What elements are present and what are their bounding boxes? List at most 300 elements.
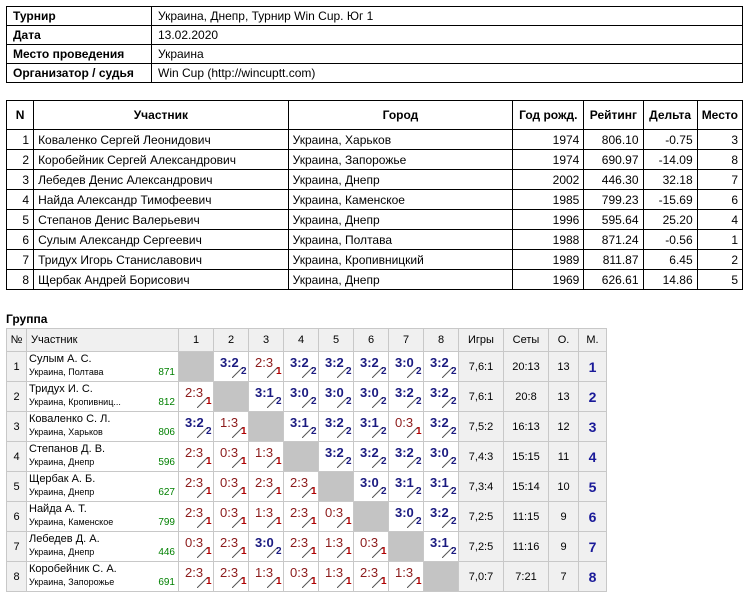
match-score: 2:3 (360, 565, 379, 580)
group-result-cell[interactable] (214, 412, 249, 442)
group-sets: 11:16 (504, 532, 549, 562)
group-player-name: Тридух И. С. (29, 383, 93, 395)
group-result-cell[interactable] (179, 442, 214, 472)
group-result-cell[interactable] (284, 382, 319, 412)
group-games: 7,6:1 (459, 382, 504, 412)
participant-rating: 806.10 (584, 130, 643, 150)
participant-rating: 690.97 (584, 150, 643, 170)
participant-row (7, 250, 743, 270)
group-player-cell (27, 532, 179, 562)
group-result-cell[interactable] (214, 532, 249, 562)
group-col-opponent: 2 (214, 329, 249, 352)
group-player-city: Украина, Днепр (29, 457, 95, 467)
group-result-cell[interactable] (249, 562, 284, 592)
match-score: 3:0 (395, 355, 414, 370)
group-player-city: Украина, Днепр (29, 547, 95, 557)
match-points: 2 (346, 396, 352, 407)
participant-name: Лебедев Денис Александрович (34, 170, 289, 190)
group-row-number: 8 (7, 562, 27, 592)
group-result-cell[interactable] (354, 442, 389, 472)
group-row-number: 3 (7, 412, 27, 442)
participant-place: 7 (697, 170, 742, 190)
group-result-cell[interactable] (214, 472, 249, 502)
group-points: 10 (549, 472, 579, 502)
group-player-rating: 799 (158, 517, 175, 528)
participant-city: Украина, Днепр (288, 170, 513, 190)
group-result-cell[interactable] (319, 562, 354, 592)
group-col-opponent: 3 (249, 329, 284, 352)
participant-delta: -0.56 (643, 230, 697, 250)
group-result-cell[interactable] (179, 412, 214, 442)
participant-place: 5 (697, 270, 742, 290)
tournament-info-table (6, 6, 743, 83)
match-points: 2 (416, 486, 422, 497)
participant-birth-year: 1985 (513, 190, 584, 210)
info-value: Украина (152, 45, 743, 64)
match-points: 2 (416, 456, 422, 467)
match-score: 3:0 (325, 385, 344, 400)
participant-rating: 799.23 (584, 190, 643, 210)
match-points: 2 (381, 456, 387, 467)
participant-birth-year: 1969 (513, 270, 584, 290)
col-header-delta: Дельта (643, 101, 697, 130)
group-sets: 20:13 (504, 352, 549, 382)
participant-place: 2 (697, 250, 742, 270)
group-games: 7,6:1 (459, 352, 504, 382)
participant-delta: -14.09 (643, 150, 697, 170)
group-player-city: Украина, Харьков (29, 427, 103, 437)
match-score: 2:3 (220, 535, 239, 550)
match-score: 3:2 (360, 355, 379, 370)
group-result-cell[interactable] (214, 562, 249, 592)
group-result-cell[interactable] (284, 412, 319, 442)
participant-row (7, 190, 743, 210)
match-score: 3:2 (185, 415, 204, 430)
group-row (7, 382, 607, 412)
group-place: 3 (579, 412, 607, 442)
match-score: 2:3 (220, 565, 239, 580)
info-value: 13.02.2020 (152, 26, 743, 45)
match-points: 1 (276, 486, 282, 497)
participant-city: Украина, Запорожье (288, 150, 513, 170)
match-score: 3:2 (325, 415, 344, 430)
match-points: 1 (416, 426, 422, 437)
match-points: 1 (241, 516, 247, 527)
group-player-cell (27, 472, 179, 502)
match-points: 1 (206, 486, 212, 497)
match-points: 1 (311, 516, 317, 527)
participant-delta: -0.75 (643, 130, 697, 150)
info-row (7, 7, 743, 26)
match-points: 1 (241, 576, 247, 587)
group-result-cell[interactable] (424, 532, 459, 562)
group-points: 9 (549, 502, 579, 532)
group-result-cell[interactable] (424, 472, 459, 502)
match-points: 1 (416, 576, 422, 587)
info-label: Дата (7, 26, 152, 45)
group-row (7, 352, 607, 382)
participant-city: Украина, Полтава (288, 230, 513, 250)
match-points: 2 (346, 366, 352, 377)
match-points: 2 (311, 426, 317, 437)
group-result-cell[interactable] (424, 382, 459, 412)
match-score: 0:3 (360, 535, 379, 550)
participant-city: Украина, Днепр (288, 270, 513, 290)
group-result-cell[interactable] (319, 412, 354, 442)
participant-birth-year: 1974 (513, 150, 584, 170)
group-result-cell[interactable] (249, 352, 284, 382)
group-result-cell[interactable] (249, 502, 284, 532)
group-result-cell[interactable] (214, 352, 249, 382)
group-col-opponent: 6 (354, 329, 389, 352)
participant-place: 4 (697, 210, 742, 230)
match-points: 2 (346, 426, 352, 437)
match-points: 2 (311, 396, 317, 407)
match-score: 2:3 (185, 565, 204, 580)
match-points: 1 (206, 576, 212, 587)
group-diagonal-cell (424, 562, 459, 592)
info-row (7, 64, 743, 83)
group-title: Группа (6, 312, 48, 326)
group-player-city: Украина, Запорожье (29, 577, 115, 587)
participant-place: 8 (697, 150, 742, 170)
match-score: 3:2 (430, 415, 449, 430)
group-result-cell[interactable] (389, 442, 424, 472)
participant-name: Тридух Игорь Станиславович (34, 250, 289, 270)
group-result-cell[interactable] (179, 502, 214, 532)
match-points: 2 (381, 366, 387, 377)
participant-city: Украина, Днепр (288, 210, 513, 230)
group-games: 7,5:2 (459, 412, 504, 442)
group-result-cell[interactable] (389, 412, 424, 442)
group-player-name: Лебедев Д. А. (29, 533, 100, 545)
group-result-cell[interactable] (179, 562, 214, 592)
group-diagonal-cell (389, 532, 424, 562)
group-player-cell (27, 382, 179, 412)
group-games: 7,2:5 (459, 502, 504, 532)
group-result-cell[interactable] (249, 532, 284, 562)
match-points: 1 (276, 516, 282, 527)
group-result-cell[interactable] (214, 442, 249, 472)
group-player-rating: 596 (158, 457, 175, 468)
group-player-cell (27, 562, 179, 592)
participant-rating: 626.61 (584, 270, 643, 290)
group-result-cell[interactable] (354, 382, 389, 412)
participant-number: 3 (7, 170, 34, 190)
participants-header-row (7, 101, 743, 130)
group-player-rating: 871 (158, 367, 175, 378)
group-result-cell[interactable] (424, 442, 459, 472)
group-result-cell[interactable] (249, 442, 284, 472)
group-result-cell[interactable] (424, 412, 459, 442)
match-score: 3:1 (360, 415, 379, 430)
match-score: 3:2 (430, 385, 449, 400)
match-score: 3:1 (430, 475, 449, 490)
match-score: 3:0 (255, 535, 274, 550)
match-points: 1 (206, 516, 212, 527)
group-result-cell[interactable] (284, 502, 319, 532)
info-label: Организатор / судья (7, 64, 152, 83)
match-score: 1:3 (325, 565, 344, 580)
group-result-cell[interactable] (319, 352, 354, 382)
match-points: 1 (311, 486, 317, 497)
group-place: 4 (579, 442, 607, 472)
group-place: 2 (579, 382, 607, 412)
group-place: 7 (579, 532, 607, 562)
group-row-number: 4 (7, 442, 27, 472)
group-diagonal-cell (354, 502, 389, 532)
group-col-opponent: 5 (319, 329, 354, 352)
match-score: 2:3 (255, 355, 274, 370)
group-col-opponent: 4 (284, 329, 319, 352)
col-header-city: Город (288, 101, 513, 130)
group-col-place: М. (579, 329, 607, 352)
match-points: 2 (381, 396, 387, 407)
match-points: 1 (311, 546, 317, 557)
group-player-name: Сулым А. С. (29, 353, 92, 365)
match-points: 2 (276, 546, 282, 557)
group-place: 5 (579, 472, 607, 502)
participant-birth-year: 1989 (513, 250, 584, 270)
group-sets: 15:15 (504, 442, 549, 472)
match-points: 1 (241, 456, 247, 467)
participant-rating: 446.30 (584, 170, 643, 190)
group-player-city: Украина, Полтава (29, 367, 104, 377)
match-points: 1 (241, 486, 247, 497)
group-player-name: Коробейник С. А. (29, 563, 117, 575)
match-points: 2 (276, 396, 282, 407)
group-result-cell[interactable] (424, 502, 459, 532)
match-points: 2 (451, 396, 457, 407)
participant-delta: 6.45 (643, 250, 697, 270)
group-player-name: Щербак А. Б. (29, 473, 96, 485)
match-score: 0:3 (185, 535, 204, 550)
participants-table (6, 100, 743, 290)
match-score: 3:1 (430, 535, 449, 550)
group-results-table (6, 328, 607, 592)
match-score: 0:3 (220, 505, 239, 520)
match-points: 2 (346, 456, 352, 467)
group-games: 7,0:7 (459, 562, 504, 592)
group-col-games: Игры (459, 329, 504, 352)
group-place: 1 (579, 352, 607, 382)
participant-delta: 32.18 (643, 170, 697, 190)
match-points: 1 (241, 546, 247, 557)
participant-place: 3 (697, 130, 742, 150)
group-result-cell[interactable] (249, 382, 284, 412)
match-score: 0:3 (220, 475, 239, 490)
group-sets: 15:14 (504, 472, 549, 502)
group-result-cell[interactable] (179, 382, 214, 412)
participant-city: Украина, Каменское (288, 190, 513, 210)
col-header-participant: Участник (34, 101, 289, 130)
group-result-cell[interactable] (389, 352, 424, 382)
group-place: 8 (579, 562, 607, 592)
group-diagonal-cell (214, 382, 249, 412)
group-games: 7,2:5 (459, 532, 504, 562)
group-result-cell[interactable] (249, 472, 284, 502)
match-points: 2 (451, 366, 457, 377)
group-result-cell[interactable] (389, 562, 424, 592)
match-points: 2 (451, 426, 457, 437)
match-score: 3:2 (325, 355, 344, 370)
info-row (7, 26, 743, 45)
group-player-rating: 446 (158, 547, 175, 558)
group-result-cell[interactable] (354, 532, 389, 562)
group-player-cell (27, 412, 179, 442)
match-points: 1 (346, 546, 352, 557)
participant-name: Сулым Александр Сергеевич (34, 230, 289, 250)
match-points: 2 (416, 366, 422, 377)
match-points: 1 (381, 546, 387, 557)
participant-rating: 871.24 (584, 230, 643, 250)
match-points: 2 (416, 396, 422, 407)
match-score: 1:3 (325, 535, 344, 550)
group-player-cell (27, 442, 179, 472)
group-row-number: 5 (7, 472, 27, 502)
match-score: 3:2 (220, 355, 239, 370)
group-player-rating: 812 (158, 397, 175, 408)
group-sets: 20:8 (504, 382, 549, 412)
group-row-number: 2 (7, 382, 27, 412)
match-points: 2 (451, 456, 457, 467)
participant-row (7, 130, 743, 150)
match-score: 2:3 (290, 535, 309, 550)
participant-name: Найда Александр Тимофеевич (34, 190, 289, 210)
group-points: 12 (549, 412, 579, 442)
col-header-rating: Рейтинг (584, 101, 643, 130)
col-header-birth-year: Год рожд. (513, 101, 584, 130)
info-label: Турнир (7, 7, 152, 26)
group-result-cell[interactable] (284, 472, 319, 502)
group-points: 11 (549, 442, 579, 472)
group-sets: 16:13 (504, 412, 549, 442)
match-score: 2:3 (185, 475, 204, 490)
match-score: 2:3 (185, 445, 204, 460)
match-score: 3:0 (360, 475, 379, 490)
match-points: 2 (311, 366, 317, 377)
group-player-rating: 806 (158, 427, 175, 438)
group-diagonal-cell (319, 472, 354, 502)
group-row-number: 1 (7, 352, 27, 382)
group-sets: 11:15 (504, 502, 549, 532)
group-result-cell[interactable] (284, 532, 319, 562)
match-score: 1:3 (395, 565, 414, 580)
match-points: 2 (416, 516, 422, 527)
group-result-cell[interactable] (424, 352, 459, 382)
info-label: Место проведения (7, 45, 152, 64)
match-score: 3:1 (255, 385, 274, 400)
col-header-n: N (7, 101, 34, 130)
match-score: 3:1 (395, 475, 414, 490)
participant-row (7, 230, 743, 250)
group-diagonal-cell (284, 442, 319, 472)
group-result-cell[interactable] (319, 382, 354, 412)
group-result-cell[interactable] (354, 412, 389, 442)
group-result-cell[interactable] (284, 352, 319, 382)
group-games: 7,4:3 (459, 442, 504, 472)
group-result-cell[interactable] (354, 562, 389, 592)
group-player-rating: 627 (158, 487, 175, 498)
group-header-row (7, 329, 607, 352)
participant-birth-year: 1988 (513, 230, 584, 250)
group-result-cell[interactable] (319, 442, 354, 472)
group-result-cell[interactable] (319, 532, 354, 562)
match-points: 2 (451, 486, 457, 497)
match-points: 2 (451, 516, 457, 527)
group-sets: 7:21 (504, 562, 549, 592)
participant-delta: 14.86 (643, 270, 697, 290)
group-row (7, 562, 607, 592)
group-player-city: Украина, Днепр (29, 487, 95, 497)
group-result-cell[interactable] (354, 472, 389, 502)
group-player-city: Украина, Кропивниц... (29, 397, 121, 407)
group-player-cell (27, 352, 179, 382)
participant-name: Степанов Денис Валерьевич (34, 210, 289, 230)
group-games: 7,3:4 (459, 472, 504, 502)
group-result-cell[interactable] (214, 502, 249, 532)
group-points: 13 (549, 352, 579, 382)
match-score: 1:3 (220, 415, 239, 430)
match-score: 1:3 (255, 445, 274, 460)
group-result-cell[interactable] (284, 562, 319, 592)
group-result-cell[interactable] (389, 382, 424, 412)
match-score: 2:3 (290, 475, 309, 490)
match-score: 3:0 (395, 505, 414, 520)
group-result-cell[interactable] (179, 472, 214, 502)
group-result-cell[interactable] (179, 532, 214, 562)
match-points: 1 (206, 396, 212, 407)
participant-city: Украина, Харьков (288, 130, 513, 150)
group-points: 13 (549, 382, 579, 412)
participant-name: Коробейник Сергей Александрович (34, 150, 289, 170)
group-result-cell[interactable] (389, 472, 424, 502)
group-result-cell[interactable] (319, 502, 354, 532)
group-result-cell[interactable] (389, 502, 424, 532)
group-col-n: № (7, 329, 27, 352)
group-player-name: Коваленко С. Л. (29, 413, 111, 425)
match-points: 1 (276, 576, 282, 587)
group-place: 6 (579, 502, 607, 532)
match-score: 3:2 (360, 445, 379, 460)
match-score: 0:3 (395, 415, 414, 430)
match-points: 1 (276, 366, 282, 377)
group-result-cell[interactable] (354, 352, 389, 382)
participant-delta: -15.69 (643, 190, 697, 210)
participant-number: 2 (7, 150, 34, 170)
participant-number: 7 (7, 250, 34, 270)
participant-row (7, 270, 743, 290)
match-score: 3:1 (290, 415, 309, 430)
match-score: 2:3 (255, 475, 274, 490)
match-score: 3:0 (430, 445, 449, 460)
match-points: 2 (381, 486, 387, 497)
match-score: 2:3 (185, 385, 204, 400)
group-player-city: Украина, Каменское (29, 517, 114, 527)
group-player-rating: 691 (158, 577, 175, 588)
group-col-opponent: 1 (179, 329, 214, 352)
match-score: 1:3 (255, 505, 274, 520)
participant-city: Украина, Кропивницкий (288, 250, 513, 270)
match-score: 0:3 (220, 445, 239, 460)
match-points: 1 (206, 546, 212, 557)
group-row (7, 502, 607, 532)
match-score: 3:2 (395, 385, 414, 400)
info-value: Win Cup (http://wincuptt.com) (152, 64, 743, 83)
group-row (7, 472, 607, 502)
participant-birth-year: 1974 (513, 130, 584, 150)
match-score: 2:3 (185, 505, 204, 520)
